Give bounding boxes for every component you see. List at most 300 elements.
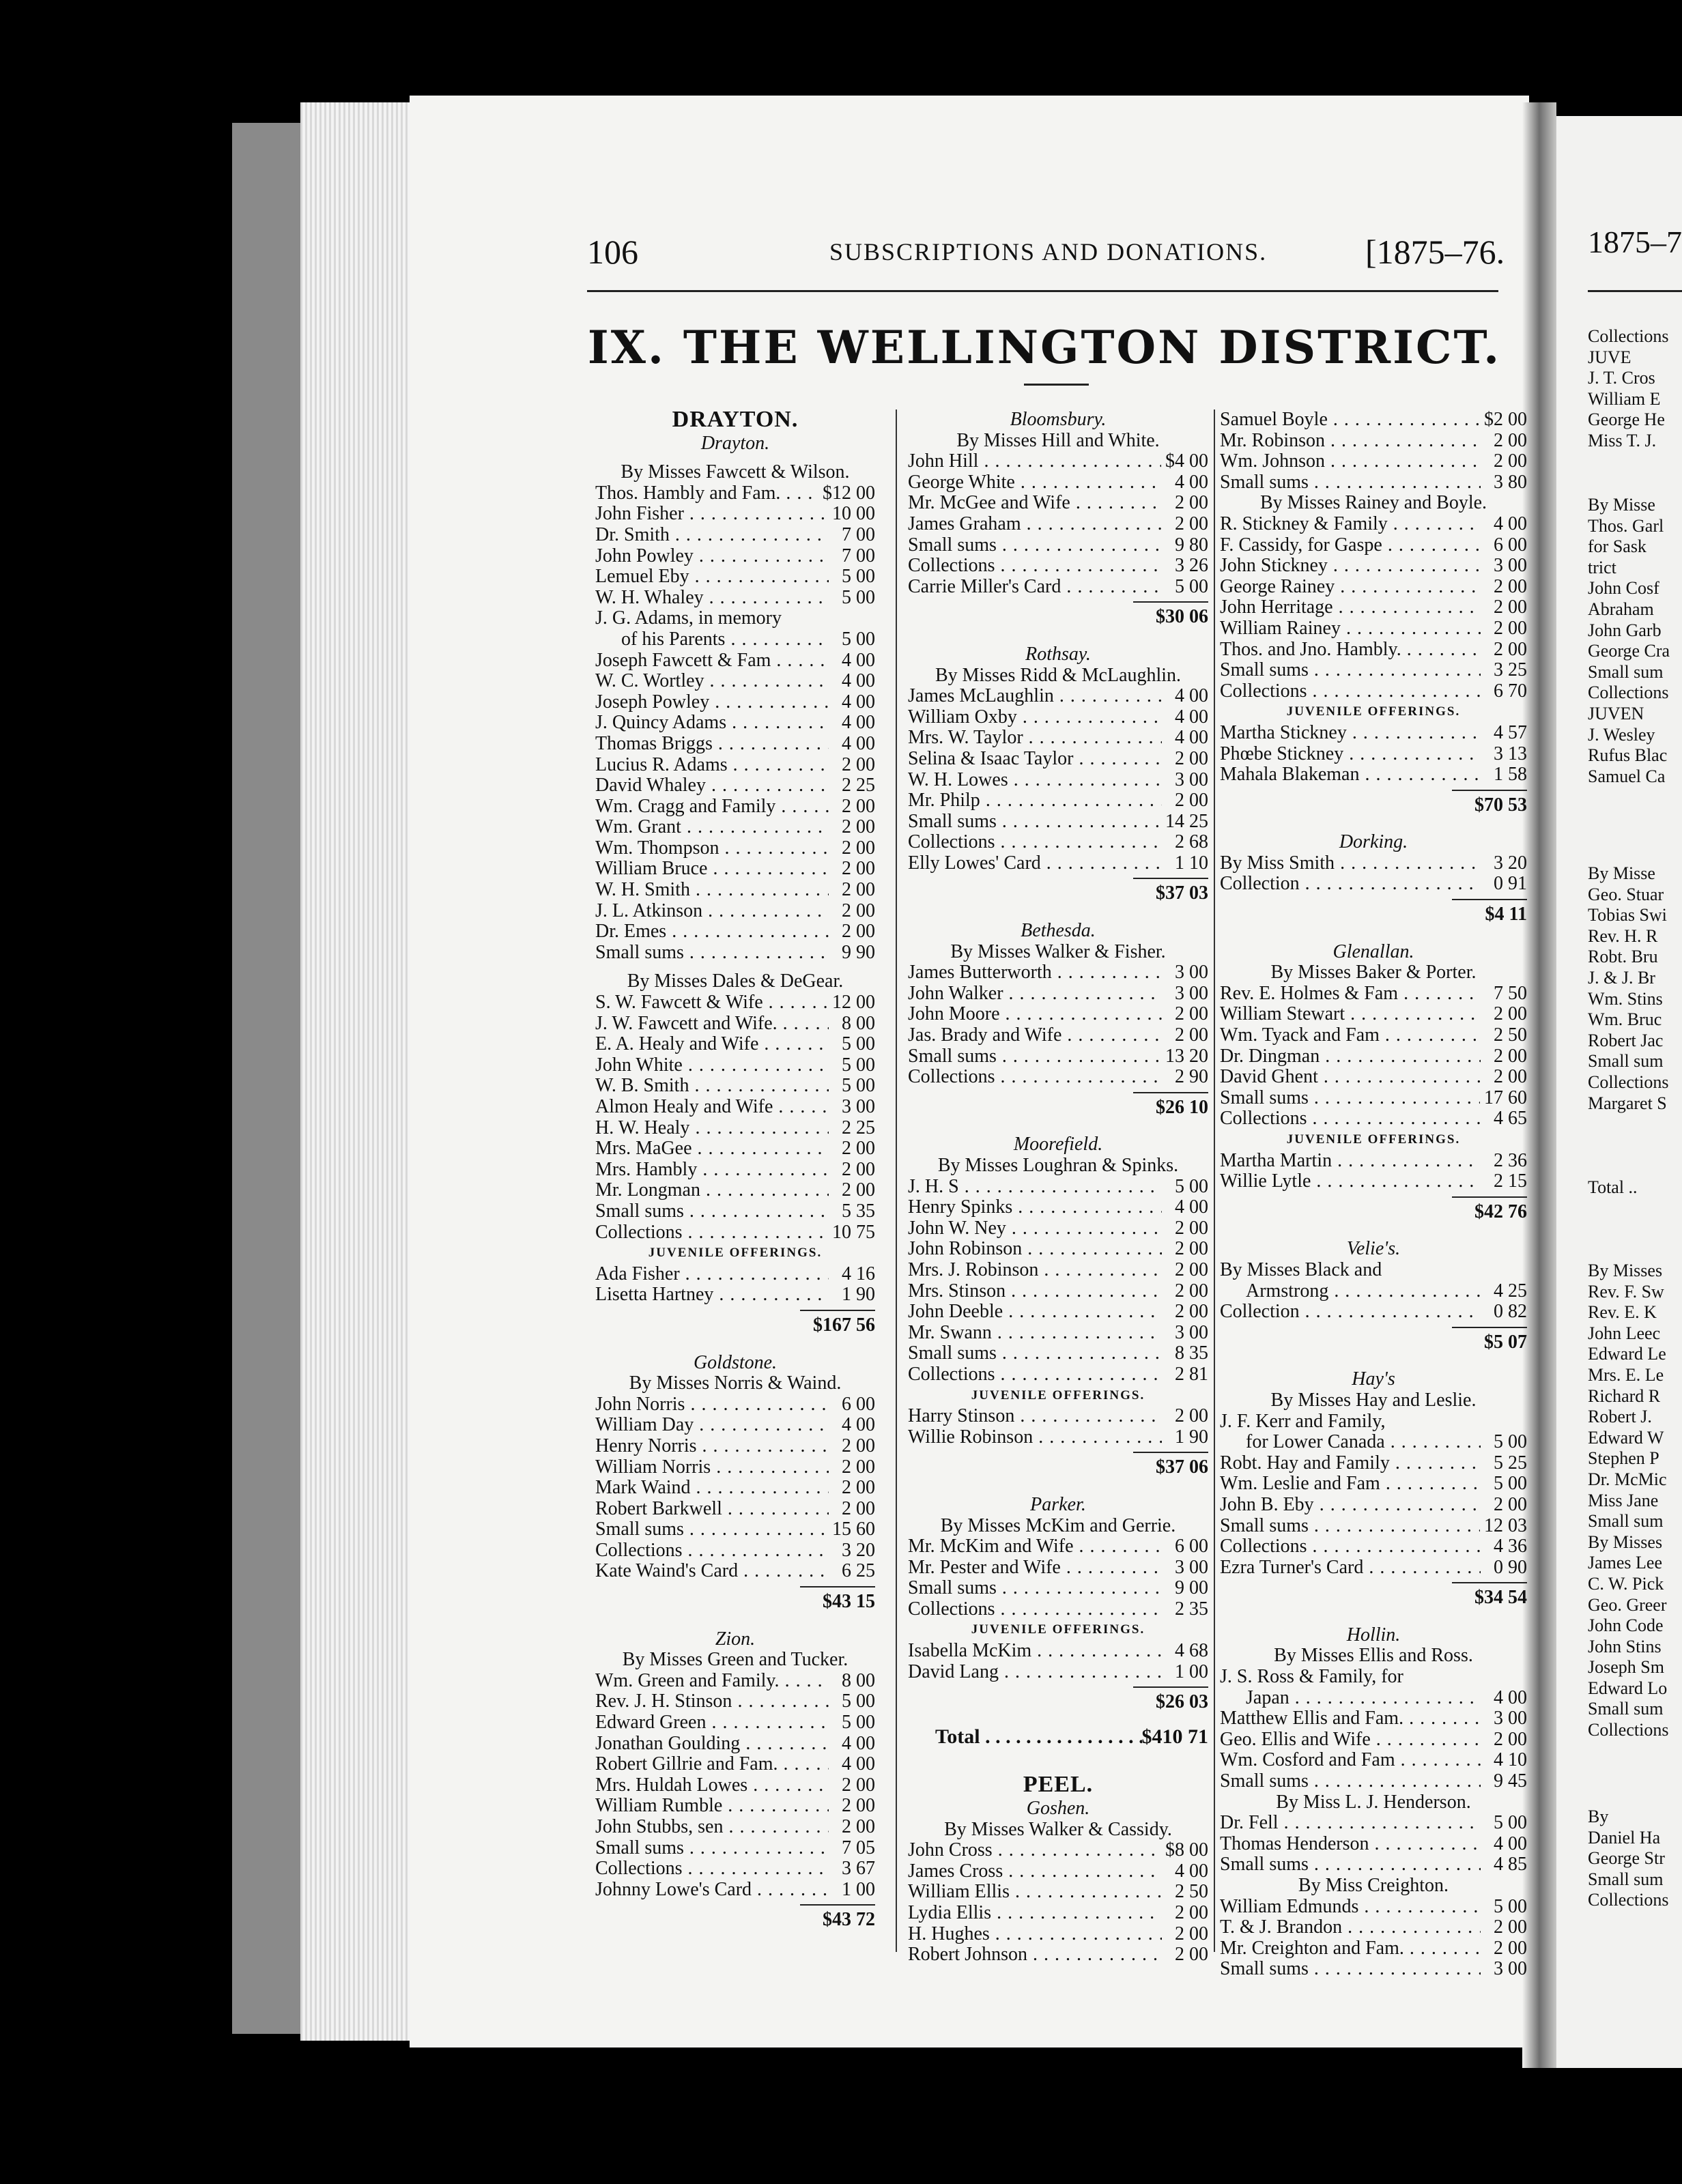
list-item [908, 1578, 1208, 1599]
entry-name: Wm. Tyack and Fam . . . [1220, 1025, 1481, 1046]
list-item [908, 1599, 1208, 1620]
entry-name: W. H. Smith . . . [595, 880, 829, 901]
entry-amount: 2 00 [842, 1774, 875, 1796]
total-amount: $4 11 [1452, 899, 1527, 925]
entry-name: Jas. Brady and Wife . . . [908, 1025, 1162, 1046]
list-item [595, 1055, 875, 1076]
list-item [1220, 472, 1527, 493]
entry-name: John Cross . . . [908, 1840, 1161, 1861]
entry-amount: 4 00 [1494, 1686, 1527, 1708]
entry-amount: 1 00 [842, 1878, 875, 1900]
list-item [595, 1034, 875, 1055]
list-item [595, 1160, 875, 1181]
entry-amount: 2 00 [1175, 513, 1208, 534]
collectors-line: By Misses Fawcett & Wilson. [621, 461, 850, 483]
entry-amount: 2 00 [1175, 747, 1208, 769]
entry-name-line: J. G. Adams, in memory [595, 607, 782, 629]
entry-amount: 2 81 [1175, 1363, 1208, 1385]
list-item [908, 853, 1208, 874]
entry-name: J. H. S . . . [908, 1177, 1162, 1198]
collectors-line: By Misses Hay and Leslie. [1270, 1389, 1477, 1411]
entry-amount: 4 10 [1494, 1749, 1527, 1771]
list-item [1220, 1025, 1527, 1046]
collectors-line: By Misses Norris & Waind. [629, 1373, 842, 1394]
list-item [595, 504, 875, 525]
collectors-line: By Misses Baker & Porter. [1270, 962, 1477, 983]
list-item [595, 588, 875, 609]
entry-amount: 2 00 [1494, 597, 1527, 618]
entry-name: Mr. McKim and Wife . . . [908, 1536, 1162, 1557]
collectors-line: By Misses McKim and Gerrie. [940, 1514, 1176, 1536]
list-item [1220, 556, 1527, 577]
list-item [908, 1067, 1208, 1088]
fragment-line: Richard R [1588, 1385, 1661, 1406]
entry-name-line: J. F. Kerr and Family, [1220, 1410, 1386, 1432]
entry-amount: 2 00 [1175, 1301, 1208, 1323]
list-item [908, 1944, 1208, 1966]
entry-amount: 5 00 [1494, 1895, 1527, 1917]
entry-name: John Stubbs, sen . . . [595, 1817, 829, 1838]
station-total [595, 1582, 875, 1613]
entry-amount: 6 00 [1175, 1536, 1208, 1557]
entry-amount: 2 00 [1494, 617, 1527, 639]
list-item [1220, 640, 1527, 661]
entry-name: Mr. Philp . . . [908, 790, 1162, 811]
entry-amount: 5 00 [842, 1691, 875, 1712]
total-amount: $42 76 [1452, 1196, 1527, 1223]
entry-amount: 7 50 [1494, 982, 1527, 1004]
entry-amount: 2 00 [842, 753, 875, 775]
fragment-line: George Str [1588, 1848, 1665, 1869]
right-page-lines-e [1588, 1807, 1668, 1911]
entry-amount: 2 00 [1175, 1003, 1208, 1025]
entry-amount: 3 00 [1175, 768, 1208, 790]
list-hollin [1220, 1708, 1527, 1792]
fragment-line: Abraham [1588, 599, 1654, 619]
entry-amount: 3 00 [1494, 1958, 1527, 1980]
list-item [1220, 1108, 1527, 1130]
station-total [1220, 1192, 1527, 1223]
list-item [908, 1406, 1208, 1427]
list-item [1220, 1708, 1527, 1729]
entry-amount: 2 00 [1494, 1493, 1527, 1515]
list-goldstone [595, 1394, 875, 1582]
list-item [908, 1557, 1208, 1579]
list-g1 [595, 483, 875, 609]
fragment-line: John Cosf [1588, 578, 1659, 599]
entry-name: Rev. E. Holmes & Fam . . . [1220, 983, 1481, 1005]
entry-name: Henry Spinks . . . [908, 1197, 1162, 1218]
list-cont2 [1220, 514, 1527, 702]
entry-amount: 2 00 [1494, 1003, 1527, 1025]
right-page-lines-d [1588, 1261, 1668, 1741]
fragment-line: Rufus Blac [1588, 745, 1668, 766]
entry-amount: 0 90 [1494, 1556, 1527, 1578]
fragment-line: Rev. H. R [1588, 925, 1658, 946]
entry-amount: 5 00 [842, 1712, 875, 1734]
entry-name: Edward Green . . . [595, 1712, 829, 1734]
entry-name: Willie Robinson . . . [908, 1427, 1162, 1448]
page-number: 106 [587, 233, 638, 271]
station-total [908, 1088, 1208, 1119]
list-item [595, 1284, 875, 1306]
entry-amount: 2 00 [1494, 1937, 1527, 1959]
entry-amount: 5 00 [842, 1033, 875, 1055]
list-hollin-2 [1220, 1813, 1527, 1876]
entry-amount: 4 16 [842, 1263, 875, 1284]
fragment-line: William E [1588, 388, 1661, 409]
entry-name: David Whaley . . . [595, 775, 829, 796]
list-item [595, 859, 875, 880]
entry-name: James Graham . . . [908, 514, 1162, 535]
list-item [908, 1323, 1208, 1344]
station-total [595, 1900, 875, 1931]
entry-name: Collections . . . [595, 1222, 828, 1244]
entry-amount: 4 00 [842, 1414, 875, 1436]
collectors-line: By Misses Ridd & McLaughlin. [935, 664, 1182, 686]
entry-name: Collections . . . [908, 1364, 1162, 1385]
entry-name: W. C. Wortley . . . [595, 671, 829, 692]
entry-amount: 4 00 [842, 691, 875, 713]
collectors-line: By Misses Rainey and Boyle. [1259, 492, 1487, 514]
entry-name: Robert Barkwell . . . [595, 1499, 829, 1520]
entry-amount: 5 00 [1175, 575, 1208, 597]
fragment-line: Edward Lo [1588, 1678, 1668, 1698]
list-g2 [595, 650, 875, 964]
list-item [908, 472, 1208, 493]
entry-name: Collections . . . [908, 1067, 1162, 1088]
list-item [595, 692, 875, 713]
list-item [1220, 577, 1527, 598]
entry-amount: 4 85 [1494, 1854, 1527, 1876]
entry-amount: 4 00 [842, 1732, 875, 1754]
entry-name: Geo. Ellis and Wife . . . [1220, 1729, 1481, 1751]
entry-name-line: J. S. Ross & Family, for [1220, 1666, 1403, 1688]
entry-amount: 2 00 [1494, 575, 1527, 597]
right-page-lines-a [1588, 326, 1668, 452]
entry-name: Mr. Creighton and Fam. . . . [1220, 1938, 1481, 1959]
entry-name: Mr. Pester and Wife . . . [908, 1557, 1162, 1579]
entry-name: Harry Stinson . . . [908, 1406, 1162, 1427]
list-item [595, 1671, 875, 1692]
juvenile-heading: JUVENILE OFFERINGS. [971, 1622, 1145, 1637]
list-parker-juv [908, 1641, 1208, 1682]
right-page-year: 1875–7 [1588, 225, 1682, 259]
entry-name: Selina & Isaac Taylor . . . [908, 749, 1162, 770]
entry-amount: 2 68 [1175, 831, 1208, 853]
entry-amount: 3 00 [842, 1096, 875, 1117]
entry-name: Lemuel Eby . . . [595, 566, 829, 588]
station-total [1220, 1323, 1527, 1353]
entry-name: Mark Waind . . . [595, 1478, 829, 1499]
entry-amount: 2 00 [842, 1497, 875, 1519]
entry-amount: 7 00 [842, 545, 875, 566]
entry-amount: 2 00 [1175, 1944, 1208, 1966]
entry-name: Lisetta Hartney . . . [595, 1284, 829, 1306]
entry-name: Armstrong . . . [1246, 1281, 1481, 1302]
entry-amount: 12 03 [1484, 1514, 1527, 1536]
column-1 [595, 407, 875, 1931]
fragment-line: Collections [1588, 682, 1669, 703]
fragment-line: Robert J. [1588, 1407, 1652, 1427]
juvenile-heading: JUVENILE OFFERINGS. [1286, 704, 1461, 719]
entry-name: By Miss Smith . . . [1220, 853, 1481, 874]
list-cont-juv [1220, 723, 1527, 786]
total-amount: $5 07 [1452, 1327, 1527, 1353]
list-zion [595, 1671, 875, 1901]
station-heading: Velie's. [1346, 1238, 1401, 1260]
entry-name: Almon Healy and Wife . . . [595, 1097, 829, 1118]
station-total [1220, 895, 1527, 925]
list-item [595, 1014, 875, 1035]
list-item [595, 1734, 875, 1755]
total-amount: $167 56 [800, 1310, 875, 1336]
entry-amount: 5 00 [842, 1054, 875, 1076]
collectors-line: By Miss Creighton. [1298, 1875, 1449, 1896]
list-g3 [595, 992, 875, 1243]
list-item [908, 790, 1208, 811]
list-item [595, 1838, 875, 1859]
entry-name: W. B. Smith . . . [595, 1076, 829, 1097]
list-item [908, 1924, 1208, 1945]
entry-name: for Lower Canada . . . [1246, 1432, 1481, 1453]
total-amount: $34 54 [1452, 1582, 1527, 1609]
entry-amount: 3 20 [842, 1539, 875, 1561]
entry-name: Collection . . . [1220, 1302, 1481, 1323]
station-total [595, 1306, 875, 1336]
station-total [908, 597, 1208, 628]
list-item [908, 1364, 1208, 1385]
entry-amount: 5 00 [842, 628, 875, 650]
entry-amount: $4 00 [1165, 450, 1208, 472]
entry-name: Collections . . . [1220, 1536, 1481, 1557]
entry-amount: 5 25 [1494, 1452, 1527, 1474]
list-item [595, 1478, 875, 1499]
entry-name: Collection . . . [1220, 874, 1481, 895]
list-item [908, 1861, 1208, 1882]
entry-amount: 3 00 [1175, 1556, 1208, 1578]
entry-amount: 2 00 [1494, 1728, 1527, 1750]
entry-amount: 8 00 [842, 1669, 875, 1691]
fragment-line: Samuel Ca [1588, 766, 1666, 786]
entry-amount: 4 65 [1494, 1108, 1527, 1130]
fragment-line: J. T. Cros [1588, 368, 1655, 388]
entry-amount: 3 00 [1175, 1321, 1208, 1343]
station-heading: Goshen. [1026, 1798, 1090, 1820]
station-heading: Hay's [1352, 1368, 1395, 1390]
station-heading: Goldstone. [693, 1351, 778, 1373]
list-item [595, 901, 875, 922]
list-item [595, 1775, 875, 1796]
entry-name: Joseph Fawcett & Fam . . . [595, 650, 829, 672]
entry-name: Wm. Cragg and Family . . . [595, 796, 829, 818]
entry-amount: 4 00 [1494, 513, 1527, 534]
right-page-lines-b [1588, 495, 1670, 787]
total-amount: $30 06 [1133, 601, 1208, 628]
list-item [908, 535, 1208, 556]
entry-name: Jonathan Goulding . . . [595, 1734, 829, 1755]
list-item [1220, 1151, 1527, 1172]
entry-name: George Rainey . . . [1220, 577, 1481, 598]
entry-amount: 3 20 [1494, 852, 1527, 874]
list-item [908, 832, 1208, 853]
entry-amount: 2 00 [842, 900, 875, 921]
fragment-line: Small sum [1588, 1511, 1664, 1532]
entry-amount: 5 00 [842, 586, 875, 608]
entry-name: Kate Waind's Card . . . [595, 1561, 829, 1582]
fragment-line: By Misses [1588, 1532, 1663, 1552]
section-title: IX. THE WELLINGTON DISTRICT. [587, 321, 1502, 374]
entry-name: H. Hughes . . . [908, 1924, 1162, 1945]
station-heading: Zion. [715, 1628, 756, 1650]
fragment-line: By Misse [1588, 495, 1655, 515]
entry-amount: 4 00 [1494, 1833, 1527, 1854]
entry-name: John Moore . . . [908, 1004, 1162, 1025]
list-item [908, 1427, 1208, 1448]
list-item [908, 1046, 1208, 1067]
column-divider [896, 410, 897, 1952]
circuit-heading: PEEL. [1023, 1772, 1094, 1798]
entry-amount: 4 00 [1175, 471, 1208, 493]
list-item [1220, 1516, 1527, 1537]
entry-amount: 2 25 [842, 1117, 875, 1138]
entry-amount: $8 00 [1165, 1839, 1208, 1861]
list-item [908, 451, 1208, 472]
entry-name: Dr. Dingman . . . [1220, 1046, 1481, 1067]
entry-amount: 5 00 [1494, 1431, 1527, 1453]
list-item [908, 556, 1208, 577]
entry-amount: 5 35 [842, 1200, 875, 1222]
entry-name: John Deeble . . . [908, 1302, 1162, 1323]
entry-name: Mr. McGee and Wife . . . [908, 493, 1162, 514]
entry-amount: 2 36 [1494, 1149, 1527, 1171]
entry-name: Small sums . . . [1220, 1959, 1481, 1980]
entry-amount: 2 00 [1175, 1405, 1208, 1427]
entry-name: Small sums . . . [908, 811, 1161, 833]
entry-name: Collections . . . [595, 1540, 829, 1562]
entry-amount: 2 00 [1494, 1045, 1527, 1067]
entry-name: Small sums . . . [908, 535, 1162, 556]
entry-name: Small sums . . . [1220, 472, 1481, 493]
entry-name: Carrie Miller's Card . . . [908, 577, 1162, 598]
entry-amount: 4 00 [842, 670, 875, 692]
entry-amount: 2 00 [1175, 1923, 1208, 1944]
total-amount: $26 03 [1133, 1686, 1208, 1713]
collectors-line: By Misses Walker & Cassidy. [944, 1818, 1172, 1840]
collectors-line: By Misses Hill and White. [956, 429, 1160, 451]
entry-name: James McLaughlin . . . [908, 686, 1162, 707]
entry-amount: 1 58 [1494, 764, 1527, 786]
entry-name: Small sums . . . [908, 1046, 1161, 1067]
entry-amount: 6 00 [1494, 534, 1527, 556]
entry-name: Mrs. J. Robinson . . . [908, 1260, 1162, 1281]
entry-amount: 2 00 [1175, 790, 1208, 811]
fragment-line: for Sask [1588, 536, 1647, 557]
fragment-line: By Misse [1588, 863, 1655, 883]
entry-amount: 5 00 [842, 1075, 875, 1097]
entry-name: Mr. Swann . . . [908, 1323, 1162, 1344]
list-item [1220, 1854, 1527, 1876]
entry-name: Ada Fisher . . . [595, 1264, 829, 1285]
total-amount: $70 53 [1452, 790, 1527, 816]
entry-name: S. W. Fawcett & Wife . . . [595, 992, 828, 1014]
entry-name: Wm. Grant . . . [595, 817, 829, 838]
list-item [595, 671, 875, 692]
entry-amount: 4 00 [1175, 1196, 1208, 1218]
list-item [908, 1281, 1208, 1302]
list-hays [1220, 1453, 1527, 1579]
entry-amount: 14 25 [1165, 810, 1208, 832]
entry-amount: 3 67 [842, 1858, 875, 1880]
fragment-line: Edward Le [1588, 1344, 1666, 1364]
list-item [595, 1457, 875, 1478]
list-item [1220, 744, 1527, 765]
list-parker [908, 1536, 1208, 1620]
entry-amount: 2 00 [842, 879, 875, 901]
entry-name: Collections . . . [908, 1599, 1162, 1620]
entry-amount: 9 45 [1494, 1770, 1527, 1792]
fragment-line: George Cra [1588, 641, 1670, 661]
entry-name: William Rainey . . . [1220, 618, 1481, 640]
entry-amount: 2 00 [842, 1456, 875, 1478]
list-moorefield [908, 1177, 1208, 1385]
entry-amount: 2 00 [842, 1477, 875, 1499]
entry-name: Mrs. Hambly . . . [595, 1160, 829, 1181]
juvenile-heading: JUVENILE OFFERINGS. [648, 1246, 823, 1261]
list-item [595, 483, 875, 504]
list-item [1220, 1938, 1527, 1959]
entry-name: Small sums . . . [595, 943, 829, 964]
list-item [908, 493, 1208, 514]
list-item [595, 1519, 875, 1540]
fragment-line: Miss T. J. [1588, 430, 1657, 450]
list-item [1220, 1729, 1527, 1751]
entry-name: Mr. Robinson . . . [1220, 431, 1481, 452]
station-heading: Bethesda. [1021, 920, 1096, 942]
list-bloomsbury [908, 451, 1208, 597]
fragment-line: Rev. F. Sw [1588, 1281, 1664, 1302]
list-item [1220, 597, 1527, 618]
fragment-line: By Misses [1588, 1261, 1663, 1280]
fragment-line: Small sum [1588, 1051, 1664, 1072]
entry-name: Mahala Blakeman . . . [1220, 764, 1481, 786]
book-gutter [1522, 102, 1556, 2068]
list-item [1220, 1495, 1527, 1516]
running-year: [1875–76. [1365, 233, 1505, 271]
list-cont1 [1220, 410, 1527, 493]
entry-name: Dr. Smith . . . [595, 525, 829, 546]
entry-amount: 5 00 [1494, 1812, 1527, 1834]
entry-amount: 9 00 [1175, 1577, 1208, 1599]
list-item [1220, 1004, 1527, 1025]
list-item [1220, 1917, 1527, 1938]
list-item [595, 1436, 875, 1457]
list-item [1220, 764, 1527, 786]
total-amount: $37 03 [1133, 878, 1208, 904]
entry-name: William Bruce . . . [595, 859, 829, 880]
fragment-line: Wm. Bruc [1588, 1009, 1662, 1030]
list-item [595, 546, 875, 567]
list-item [908, 983, 1208, 1005]
entry-amount: 4 68 [1175, 1640, 1208, 1662]
entry-amount: 12 00 [832, 992, 875, 1014]
entry-amount: 4 00 [842, 712, 875, 734]
entry-amount: 3 25 [1494, 659, 1527, 681]
total-amount: $37 06 [1133, 1452, 1208, 1478]
entry-name: William Ellis . . . [908, 1882, 1162, 1903]
entry-name: Small sums . . . [908, 1578, 1162, 1599]
list-g4 [595, 1264, 875, 1306]
